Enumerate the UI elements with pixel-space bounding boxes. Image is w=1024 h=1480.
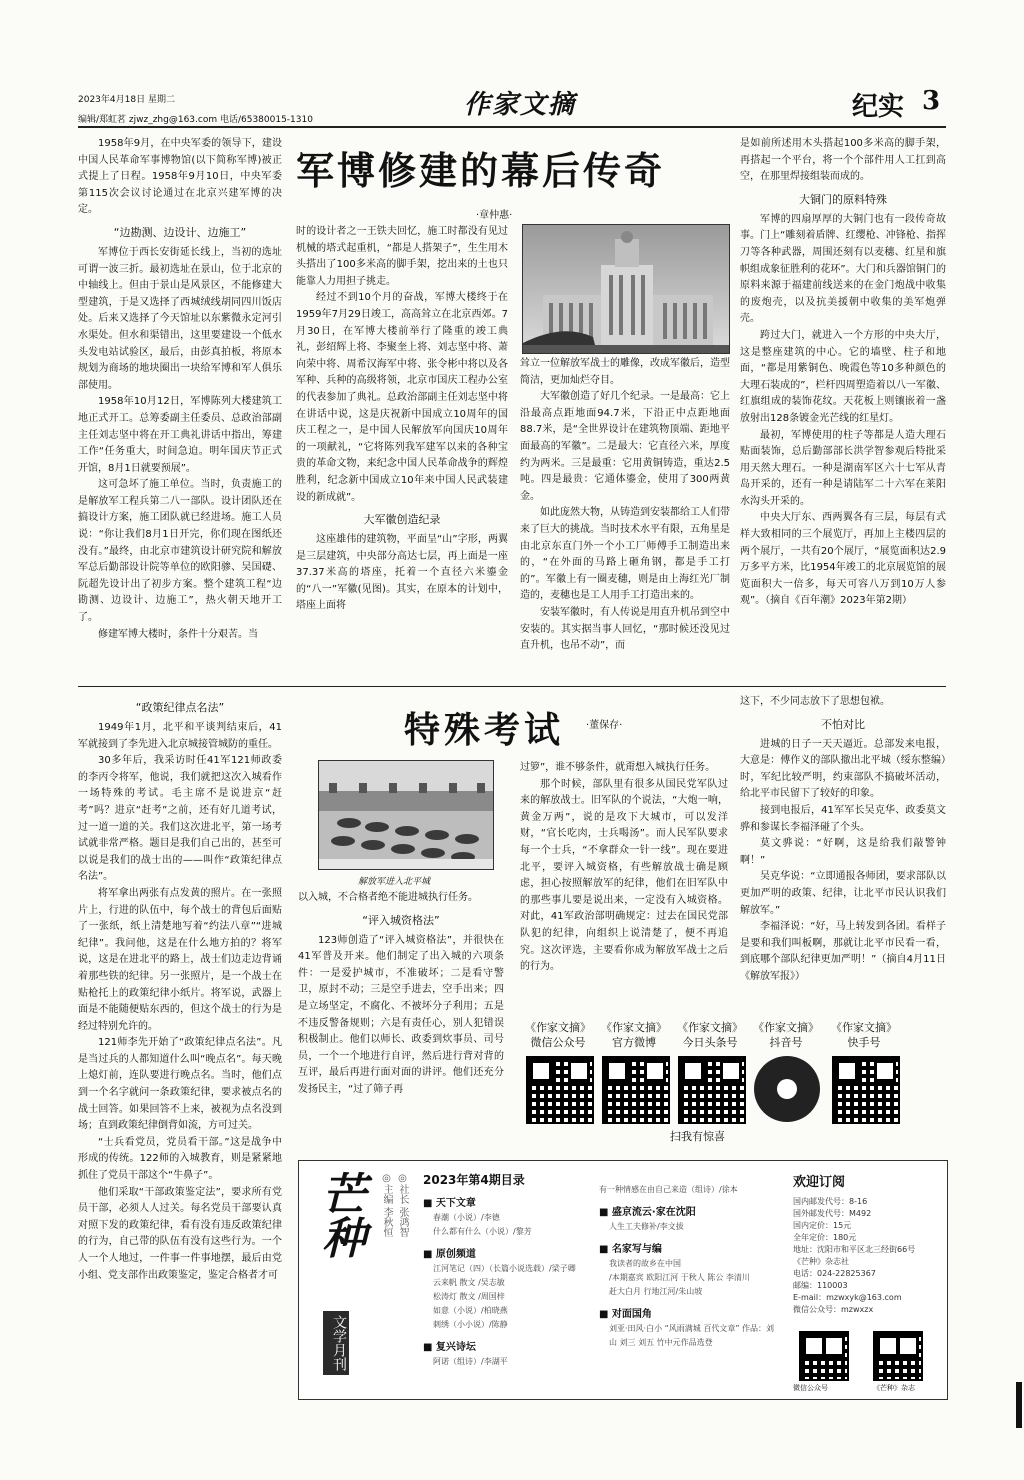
a2-paragraph: 那个时候，部队里有很多从国民党军队过来的解放战士。旧军队的个说法，“大炮一响，黄金万两”，说的是攻下大城市，可以发洋财，“官长吃肉，士兵喝汤”。而人民军队要求每一个士兵，“不拿群众一针一线”。现在要进北平，要评入城资格，有些解放战士确是顾虑，担心按照解放军的纪律，他们在旧军队中的那些事儿要是说出来，一定没有入城资格。对此，41军政治部明确规定：过去在国民党部队犯的纪律，向组织上说清楚了，便不再追究。这次评选，主要看你成为解放军战士之后的行为。	[520, 778, 728, 973]
ad-toc-item: 春潮（小说）/李德	[433, 1213, 500, 1222]
qr-name: 《作家文摘》	[601, 1021, 667, 1034]
ad-subscribe-line: 国外邮发代号：M492	[793, 1209, 872, 1218]
ad-subscribe-line: 电话：024-22825367	[793, 1269, 876, 1278]
qr-code-icon[interactable]	[602, 1056, 670, 1124]
qr-label: 今日头条号	[682, 1036, 738, 1049]
a1-paragraph: 1958年9月，在中央军委的领导下，建设中国人民革命军事博物馆(以下简称军博)被正式提上了日程。1958年9月10日，中央军委第115次会议讨论通过在北京兴建军博的决定。	[78, 138, 282, 216]
a1-paragraph: 时的设计者之一王铁夫回忆，施工时都没有见过机械的塔式起重机，“都是人搭架子”，生生用木头搭出了100多米高的脚手架，挖出来的土也只能靠人力用担子挑走。	[296, 226, 508, 287]
a1-paragraph: 如此庞然大物，从铸造到安装都给工人们带来了巨大的挑战。当时技术水平有限，五角星是由北京东直门外一个小工厂师傅手工制造出来的，“在外面的马路上砸角钢，都是手工打的”。军徽上有一圈麦穗，则是由上海红光厂制造的，麦穗也是工人用手工打造出来的。	[520, 507, 730, 602]
section-title: 纪实	[852, 92, 905, 122]
a1-paragraph: 1958年10月12日，军博陈列大楼建筑工地正式开工。总筹委副主任委员、总政治部副主任刘志坚中将在开工典礼讲话中指出，筹建工作“任务重大，时间急迫。明年国庆节正式开馆，8月1日就要预展”。	[78, 396, 282, 474]
ad-toc-item: 江河笔记（四）（长篇小说选载）/梁子卿	[433, 1264, 576, 1273]
qr-name: 《作家文摘》	[753, 1021, 819, 1034]
qr-section	[520, 1020, 946, 1145]
a2-paragraph: 李福泽说：“好，马上转发到各团。看样子是要和我们叫板啊，那就让北平市民看一看，到底哪个部队纪律更加严明！”（摘自4月11日《解放军报》）	[740, 921, 946, 982]
header-date: 2023年4月18日 星期二	[78, 95, 175, 105]
ad-brand-sub: 文学月刊	[323, 1311, 349, 1375]
a1-col1	[78, 136, 282, 643]
page-edge-mark	[1016, 1382, 1022, 1428]
a1-paragraph: 军博位于西长安街延长线上，当初的选址可谓一波三折。最初选址在景山，位于北京的中轴线上。但由于景山是风景区，不能修建大型建筑，于是又选择了西城绒线胡同四川饭店处。后来又选择了今天馆址以东紫微永定河引水渠处。但水和渠错出，这里要建设一个低水头发电站试验区，最后，由彭真拍板，将原本规划为商场的地块圈出一块给军博和军人俱乐部使用。	[78, 246, 282, 391]
a2-col1	[78, 694, 282, 1284]
a2-subheading: “政策纪律点名法”	[135, 701, 225, 714]
qr-name: 《作家文摘》	[677, 1021, 743, 1034]
ad-subscribe-title: 欢迎订阅	[793, 1175, 846, 1190]
ad-toc-item: 刘亚·田风·白小 “风雨满城 百代文章” 作品：刘山 刘三 刘五 竹中元作品选登	[609, 1324, 775, 1347]
a2-subheading: 不怕对比	[821, 717, 865, 731]
qr-code-icon[interactable]	[526, 1056, 594, 1124]
qr-caption: 扫我有惊喜	[670, 1130, 725, 1143]
ad-subscribe-line: 微信公众号：mzwxzx	[793, 1305, 874, 1314]
a2-col4	[740, 694, 946, 986]
a1-title: 军博修建的幕后传奇	[296, 148, 666, 193]
a2-subheading: “评入城资格法”	[362, 913, 440, 927]
ad-toc-item: 人生工夫修补/李文拔	[609, 1222, 684, 1231]
a2-paragraph: 1949年1月，北平和平谈判结束后，41军就接到了李先进入北京城接管城防的重任。	[78, 722, 282, 750]
qr-name: 《作家文摘》	[525, 1021, 591, 1034]
ad-toc-title: 2023年第4期目录	[423, 1173, 525, 1187]
a1-col4	[740, 136, 946, 610]
ad-toc-head: ■ 盛京流云·家在沈阳	[599, 1207, 696, 1218]
qr-code-icon[interactable]	[873, 1331, 923, 1381]
a1-paragraph: 军博的四扇厚厚的大铜门也有一段传奇故事。门上“雕刻着盾牌、红缨枪、冲锋枪、指挥刀等各种武器，周围还刻有以麦穗、红星和旗帜组成象征胜利的花环”。大门和兵器馆铜门的原料来源于福建前线送来的在金门炮战中收集的废炮壳，以及抗美援朝中收集的美军炮弹壳。	[740, 213, 946, 325]
qr-label: 微信公众号	[530, 1036, 586, 1049]
a1-paragraph: 大军徽创造了好几个纪录。一是最高：它上沿最高点距地面94.7米，下沿正中点距地面88.7米，是“全世界设计在建筑物顶端、距地平面最高的军徽”。二是最大：它直径六米，厚度约为两米。三是最重：它用黄铜铸造，重达2.5吨。四是最贵：它通体鎏金，使用了300两黄金。	[520, 391, 730, 502]
qr-code-icon[interactable]	[678, 1056, 746, 1124]
ad-subscribe-line: 国内定价：15元	[793, 1221, 852, 1230]
ad-toc-head: ■ 天下文章	[423, 1198, 476, 1209]
magazine-ad	[298, 1160, 948, 1400]
masthead: 作家文摘	[464, 90, 577, 120]
ad-toc-item: 我读者的故乡在中国	[609, 1259, 681, 1268]
a2-paragraph: 过箩”，谁不够条件，就甭想入城执行任务。	[520, 762, 716, 773]
soldiers-entering-image	[319, 761, 493, 869]
a2-title: 特殊考试	[404, 709, 565, 751]
a2-paragraph: 莫文骅说：“好啊，这是给我们敲警钟啊！”	[740, 838, 946, 866]
article-divider	[78, 686, 946, 687]
a2-paragraph: 123师创造了“评入城资格法”，并很快在41军普及开来。他们制定了出入城的六项条件：一是爱护城市，不准破坏；二是看守警卫，原封不动；三是空手进去，空手出来；四是立场坚定，不腐化、不被坏分子利用；五是不违反警备规则；六是有责任心，别人犯错误积极制止。他们以师长、政委到炊事员、司号员，一个一个地进行自评，然后进行背对背的互评，最后再进行面对面的讲评。他们还充分发扬民主，“过了筛子再	[298, 934, 504, 1095]
a2-paragraph: 121师李先开始了“政策纪律点名法”。凡是当过兵的人都知道什么叫“晚点名”。每天晚上熄灯前，连队要进行晚点名。当时，他们点到一个名字就问一条政策纪律，要求被点名的战士回答。如果回答不上来，被视为点名没到场；直到政策纪律倒背如流，方可过关。	[78, 1037, 282, 1132]
ad-toc-2	[599, 1183, 779, 1350]
museum-building-image	[523, 225, 729, 353]
qr-name: 《作家文摘》	[831, 1021, 897, 1034]
museum-photo	[522, 224, 730, 354]
ad-toc-head: ■ 名家写与编	[599, 1244, 662, 1255]
ad-subscribe	[793, 1171, 941, 1316]
a1-paragraph: 经过不到10个月的奋战，军博大楼终于在1959年7月29日竣工，高高耸立在北京西郊。7月30日，在军博大楼前举行了隆重的竣工典礼，彭绍辉上将、李聚奎上将、刘志坚中将、萧向荣中将、周希汉海军中将、张令彬中将以及各军种、兵种的高级将领，北京市国庆工程办公室的代表参加了典礼。总政治部副主任刘志坚中将在讲话中说，这是庆祝新中国成立10周年的国庆工程之一，是中国人民解放军向国庆10周年的一项献礼，“它将陈列我军建军以来的各种宝贵的革命文物，来纪念中国人民革命战争的辉煌胜利，纪念新中国成立10年来中国人民武装建设的新成就”。	[296, 292, 508, 503]
a2-col2	[298, 890, 504, 1099]
a1-paragraph: 是如前所述用木头搭起100多米高的脚手架，再搭起一个平台，将一个个部件用人工扛到高空，在那里焊接组装而成的。	[740, 138, 946, 183]
qr-label: 官方微博	[612, 1036, 656, 1049]
a2-paragraph: 进城的日子一天天逼近。总部发来电报，大意是：傅作义的部队撤出北平城（绥东整编）时，军纪比较严明，约束部队不搞破坏活动，给北平市民留下了较好的印象。	[740, 738, 946, 800]
ad-toc-item: 阿诺（组诗）/李湖平	[433, 1357, 508, 1366]
a1-col3	[520, 356, 730, 655]
ad-toc-item: 有一种情感在由自己来造（组诗）/徐本	[599, 1185, 738, 1194]
a2-paragraph: 吴克华说：“立即通报各师团，要求部队以更加严明的政策、纪律，让北平市民认识我们解放军。”	[740, 871, 946, 916]
a2-col3	[520, 760, 728, 976]
a2-paragraph: 这下，不少同志放下了思想包袱。	[740, 696, 890, 707]
a1-paragraph: 安装军徽时，有人传说是用直升机吊到空中安装的。其实据当事人回忆，“那时候还没见过直升机，也吊不动”，而	[520, 606, 730, 652]
a1-paragraph: 中央大厅东、西两翼各有三层，每层有式样大致相同的三个展览厅，再加上主楼四层的两个展厅，一共有20个展厅，“展览面积达2.9万多平方米，比1954年竣工的北京展览馆的展览面积大一倍多，每天可容八万到10万人参观”。（摘自《百年潮》2023年第2期）	[740, 512, 946, 607]
qr-label: 抖音号	[769, 1036, 803, 1049]
ad-toc	[423, 1171, 583, 1369]
soldiers-photo	[318, 760, 494, 870]
ad-qr-label: 《芒种》杂志	[873, 1384, 915, 1392]
ad-toc-item: 云来帆 散文 /吴志敏	[433, 1278, 505, 1287]
a1-subheading: 大军徽创造纪录	[363, 513, 441, 527]
ad-subscribe-line: 邮编：110003	[793, 1281, 848, 1290]
header-editor: 编辑/郑虹茗 zjwz_zhg@163.com 电话/65380015-1310	[78, 115, 313, 125]
header-rule	[78, 126, 946, 128]
a2-paragraph: 他们采取“干部政策鉴定法”，要求所有党员干部，必须人人过关。每名党员干部要认真对照下发的政策纪律，看有没有违反政策纪律的行为，自己带的队伍有没有这些行为。一个人一个人地过，一件事一件事地摆，最后由党小组、党支部作出政策鉴定，鉴定合格者才可	[78, 1186, 282, 1281]
ad-toc-item: 松涛灯 散文 /周国梓	[433, 1292, 505, 1301]
ad-subscribe-line: 国内邮发代号：8-16	[793, 1197, 868, 1206]
ad-toc-item: /本期嘉宾 欧阳江河 于秋人 陈公 李清川	[609, 1273, 750, 1282]
a1-subheading: “边勘测、边设计、边施工”	[113, 225, 247, 239]
a1-paragraph: 耸立一位解放军战士的雕像，改成军徽后，造型简洁，更加灿烂夺目。	[520, 358, 730, 386]
douyin-qr-icon[interactable]	[754, 1056, 820, 1122]
ad-toc-item: 如意（小说）/柏晓燕	[433, 1306, 508, 1315]
a2-paragraph: 以入城，不合格者绝不能进城执行任务。	[298, 892, 478, 903]
a1-paragraph: 这可急坏了施工单位。当时，负责施工的是解放军工程兵第二八一部队。设计团队还在搞设计方案，施工团队就已经进场。施工人员说：“你让我们8月1日开完，你们现在图纸还没有。”最终，由北京市建筑设计研究院和解放军总后勤部设计院等单位的欧阳骖、吴国礎、阮超先设计出了初步方案。整个建筑工程“边勘测、边设计、边施工”，热火朝天地开工了。	[78, 479, 282, 624]
a1-paragraph: 最初，军博使用的柱子等都是人造大理石贴面装饰，总后勤部部长洪学智参观后特批采用天然大理石。一种是湖南军区六十七军从青岛开采的，还有一种是请陆军二十六军在莱阳水沟头开采的。	[740, 429, 946, 507]
ad-subscribe-line: 地址：沈阳市和平区北三经街66号	[793, 1245, 916, 1254]
ad-subscribe-line: 《芒种》杂志社	[793, 1257, 849, 1266]
a2-paragraph: 30多年后，我采访时任41军121师政委的李丙令将军，他说，我们就把这次入城看作一场特殊的考试。毛主席不是说进京“赶考”吗？进京“赶考”之前，还有好几道考试，过一道一道的关。我们这次进北平，第一场考试就非常严格。题目是我们自己出的，甚至可以说是我们的战士出的——叫作“政策纪律点名法”。	[78, 755, 282, 883]
a2-paragraph: 将军拿出两张有点发黄的照片。在一张照片上，行进的队伍中，每个战士的背包后面贴了一张纸，纸上清楚地写着“约法八章”“进城纪律”。我问他，这是在什么地方拍的？将军说，这是在进北平的路上，战士们边走边背诵着那些铁的纪律。另一张照片，是一个战士在贴枪托上的政策纪律小纸片。将军说，武器上面是不能随便贴东西的，但这个战士的行为是经过特别允许的。	[78, 887, 282, 1032]
ad-subscribe-line: 全年定价：180元	[793, 1233, 857, 1242]
ad-toc-head: ■ 对面国角	[599, 1309, 652, 1320]
a1-paragraph: 这座雄伟的建筑物，平面呈“山”字形，两翼是三层建筑，中央部分高达七层，再上面是一座37.37米高的塔座，托着一个直径六米鎏金的“八一”军徽(见图)。其实，在原本的计划中，塔座上面将	[296, 534, 508, 612]
a1-paragraph: 修建军博大楼时，条件十分艰苦。当	[98, 628, 258, 640]
page-number: 3	[922, 86, 941, 116]
ad-toc-item: 赶大白月 行地江河/朱山坡	[609, 1287, 703, 1296]
qr-code-icon[interactable]	[832, 1056, 900, 1124]
a2-paragraph: 接到电报后，41军军长吴克华、政委莫文骅和参谋长李福泽碰了个头。	[740, 804, 946, 833]
a2-paragraph: “士兵看党员，党员看干部。”这是战争中形成的传统。122师的入城教育，则是紧紧地抓住了党员干部这个“牛鼻子”。	[78, 1136, 282, 1182]
photo-caption: 解放军进入北平城	[358, 877, 431, 887]
ad-subscribe-line: E-mail：mzwxyk@163.com	[793, 1293, 902, 1302]
ad-brand: 芒种	[314, 1171, 365, 1259]
a2-author: ·董保存·	[586, 720, 623, 731]
a1-subheading: 大铜门的原料特殊	[799, 192, 887, 206]
ad-staff: ◎社长 张鸿智	[397, 1173, 408, 1238]
a1-paragraph: 跨过大门，就进入一个方形的中央大厅，这是整座建筑的中心。它的墙壁、柱子和地面，“都是用紫铜色、晚霞色等10多种颜色的大理石装成的”，栏杆四周塑造着以八一军徽、红旗组成的装饰花纹。天花板上则镶嵌着一盏放射出128条镀金光芒线的红星灯。	[740, 329, 946, 424]
a1-col2	[296, 224, 508, 615]
ad-qr-label: 微信公众号	[793, 1384, 828, 1392]
ad-toc-item: 刺绣（小小说）/陈静	[433, 1320, 508, 1329]
ad-staff: ◎主编 李秋恒	[381, 1173, 392, 1238]
a1-author: ·章仲惠·	[476, 210, 513, 221]
ad-toc-head: ■ 原创频道	[423, 1249, 476, 1260]
ad-toc-head: ■ 复兴诗坛	[423, 1342, 476, 1353]
qr-label: 快手号	[847, 1036, 881, 1049]
qr-code-icon[interactable]	[799, 1331, 849, 1381]
ad-toc-item: 什么都有什么（小说）/黎芳	[433, 1227, 532, 1236]
